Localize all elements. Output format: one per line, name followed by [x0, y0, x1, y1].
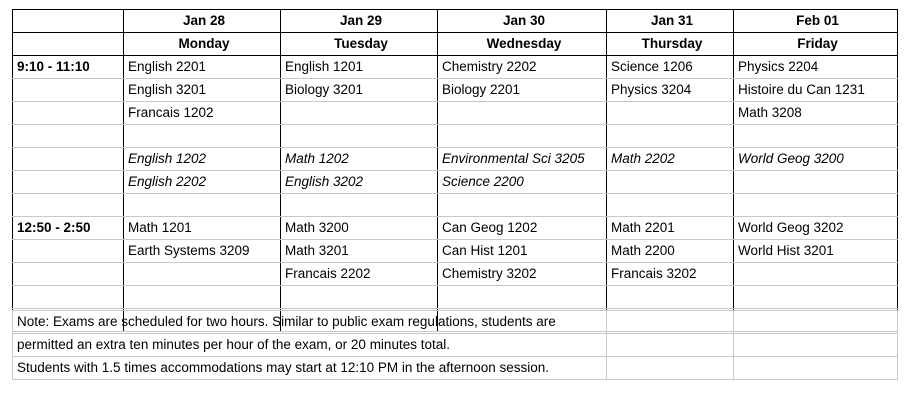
- exam-cell: [438, 102, 607, 125]
- time-cell: [13, 286, 124, 309]
- note-cell: [734, 334, 898, 357]
- session-time: 12:50 - 2:50: [13, 217, 124, 240]
- exam-cell: Can Hist 1201: [438, 240, 607, 263]
- exam-cell: English 2201: [124, 56, 281, 79]
- day-header: Wednesday: [438, 33, 607, 56]
- date-header: Jan 30: [438, 10, 607, 33]
- corner-cell: [13, 33, 124, 56]
- date-header: Jan 28: [124, 10, 281, 33]
- note-cell: [607, 334, 734, 357]
- time-cell: [13, 125, 124, 148]
- note-cell: [607, 357, 734, 380]
- table-row: [13, 125, 898, 148]
- exam-schedule-table: [12, 9, 898, 332]
- exam-cell: Histoire du Can 1231: [734, 79, 898, 102]
- note-text: permitted an extra ten minutes per hour of the exam, or 20 minutes total.: [13, 334, 607, 357]
- table-row: [13, 217, 898, 240]
- exam-cell: Chemistry 2202: [438, 56, 607, 79]
- table-row: [13, 56, 898, 79]
- exam-cell: World Hist 3201: [734, 240, 898, 263]
- exam-cell: [607, 102, 734, 125]
- exam-cell: World Geog 3202: [734, 217, 898, 240]
- exam-cell: [438, 286, 607, 309]
- time-cell: [13, 194, 124, 217]
- corner-cell: [13, 10, 124, 33]
- exam-cell: [281, 194, 438, 217]
- exam-cell: [734, 194, 898, 217]
- date-header: Jan 29: [281, 10, 438, 33]
- exam-cell: [607, 286, 734, 309]
- note-row: [13, 311, 898, 334]
- exam-cell: [124, 125, 281, 148]
- exam-cell: [607, 194, 734, 217]
- exam-cell: English 1202: [124, 148, 281, 171]
- exam-cell: Math 1201: [124, 217, 281, 240]
- note-text: Students with 1.5 times accommodations may start at 12:10 PM in the afternoon session.: [13, 357, 607, 380]
- exam-cell: Math 1202: [281, 148, 438, 171]
- exam-cell: World Geog 3200: [734, 148, 898, 171]
- table-row: [13, 102, 898, 125]
- exam-cell: [734, 263, 898, 286]
- exam-cell: Francais 1202: [124, 102, 281, 125]
- exam-cell: Science 1206: [607, 56, 734, 79]
- exam-cell: [281, 102, 438, 125]
- exam-cell: Math 2201: [607, 217, 734, 240]
- exam-cell: English 3202: [281, 171, 438, 194]
- note-cell: [734, 311, 898, 334]
- exam-cell: Physics 2204: [734, 56, 898, 79]
- day-header-row: [13, 33, 898, 56]
- exam-cell: [124, 194, 281, 217]
- exam-cell: Math 3201: [281, 240, 438, 263]
- table-row: [13, 171, 898, 194]
- table-row: [13, 286, 898, 309]
- exam-cell: Physics 3204: [607, 79, 734, 102]
- day-header: Thursday: [607, 33, 734, 56]
- exam-cell: Earth Systems 3209: [124, 240, 281, 263]
- exam-cell: Science 2200: [438, 171, 607, 194]
- exam-cell: English 3201: [124, 79, 281, 102]
- table-row: [13, 263, 898, 286]
- note-row: [13, 357, 898, 380]
- day-header: Friday: [734, 33, 898, 56]
- date-header-row: [13, 10, 898, 33]
- exam-cell: Biology 2201: [438, 79, 607, 102]
- date-header: Feb 01: [734, 10, 898, 33]
- note-cell: [734, 357, 898, 380]
- exam-cell: Biology 3201: [281, 79, 438, 102]
- exam-cell: [607, 125, 734, 148]
- exam-cell: [281, 286, 438, 309]
- time-cell: [13, 102, 124, 125]
- exam-cell: Francais 3202: [607, 263, 734, 286]
- exam-cell: English 1201: [281, 56, 438, 79]
- note-row: [13, 334, 898, 357]
- session-time: 9:10 - 11:10: [13, 56, 124, 79]
- time-cell: [13, 263, 124, 286]
- exam-cell: Math 2200: [607, 240, 734, 263]
- table-row: [13, 79, 898, 102]
- exam-cell: [734, 125, 898, 148]
- exam-cell: Francais 2202: [281, 263, 438, 286]
- time-cell: [13, 171, 124, 194]
- exam-cell: Chemistry 3202: [438, 263, 607, 286]
- note-cell: [607, 311, 734, 334]
- exam-cell: Math 3208: [734, 102, 898, 125]
- notes-table: [12, 310, 898, 380]
- spacer-row: [13, 194, 898, 217]
- exam-cell: [281, 125, 438, 148]
- date-header: Jan 31: [607, 10, 734, 33]
- time-cell: [13, 148, 124, 171]
- table-row: [13, 148, 898, 171]
- exam-cell: [734, 171, 898, 194]
- exam-cell: English 2202: [124, 171, 281, 194]
- exam-cell: [124, 286, 281, 309]
- exam-cell: Environmental Sci 3205: [438, 148, 607, 171]
- exam-cell: [438, 194, 607, 217]
- day-header: Tuesday: [281, 33, 438, 56]
- exam-cell: [124, 263, 281, 286]
- exam-cell: Math 3200: [281, 217, 438, 240]
- day-header: Monday: [124, 33, 281, 56]
- exam-cell: [734, 286, 898, 309]
- exam-cell: Can Geog 1202: [438, 217, 607, 240]
- exam-cell: [438, 125, 607, 148]
- table-row: [13, 240, 898, 263]
- exam-cell: Math 2202: [607, 148, 734, 171]
- exam-cell: [607, 171, 734, 194]
- time-cell: [13, 79, 124, 102]
- time-cell: [13, 240, 124, 263]
- note-text: Note: Exams are scheduled for two hours. Similar to public exam regulations, students are: [13, 311, 607, 334]
